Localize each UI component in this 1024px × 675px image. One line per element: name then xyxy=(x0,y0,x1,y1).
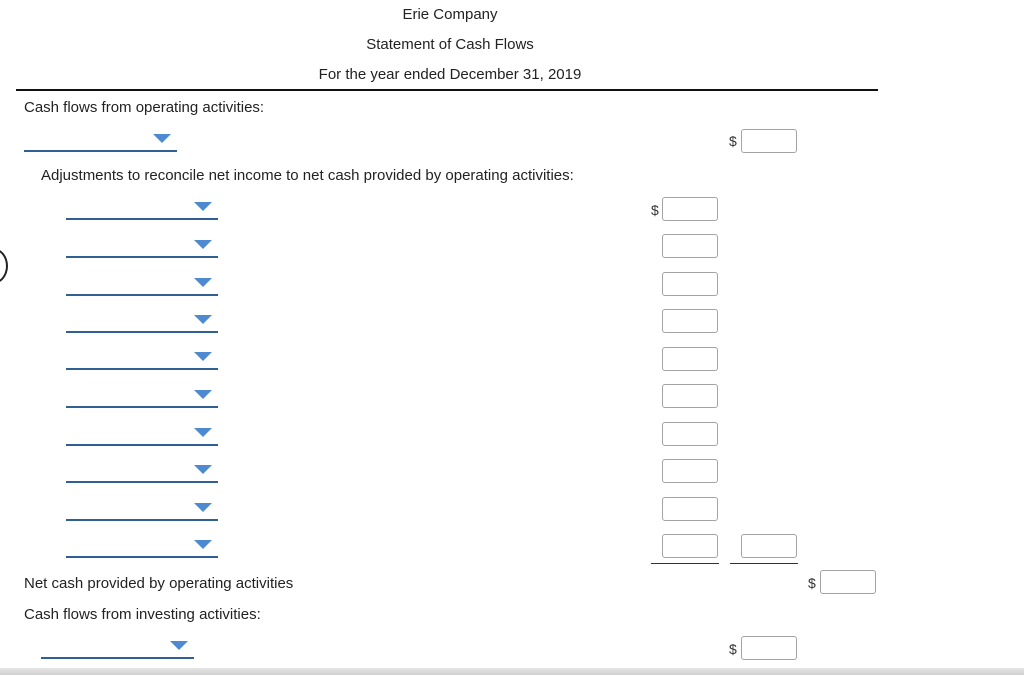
adjustment-select-3[interactable] xyxy=(66,272,218,296)
adjustment-amount-input-7[interactable] xyxy=(662,422,718,446)
net-income-amount-input[interactable] xyxy=(741,129,797,153)
net-cash-currency: $ xyxy=(808,575,816,591)
adjustment-amount-input-4[interactable] xyxy=(662,309,718,333)
adjustment-amount-input-2[interactable] xyxy=(662,234,718,258)
chevron-down-icon xyxy=(194,202,212,211)
investing-amount-input-1[interactable] xyxy=(741,636,797,660)
chevron-down-icon xyxy=(194,540,212,549)
adjustment-select-9[interactable] xyxy=(66,497,218,521)
adjustment-select-5[interactable] xyxy=(66,346,218,370)
operating-section-label: Cash flows from operating activities: xyxy=(24,99,265,116)
adjustment-select-4[interactable] xyxy=(66,309,218,333)
adjustments-sum-rule xyxy=(651,563,719,564)
chevron-down-icon xyxy=(194,428,212,437)
adjustments-total-input[interactable] xyxy=(741,534,797,558)
adjustment-amount-input-1[interactable] xyxy=(662,197,718,221)
adjustment-amount-input-8[interactable] xyxy=(662,459,718,483)
adjustment-amount-input-3[interactable] xyxy=(662,272,718,296)
investing-section-label: Cash flows from investing activities: xyxy=(24,606,261,623)
chevron-down-icon xyxy=(194,390,212,399)
chevron-down-icon xyxy=(194,278,212,287)
chevron-down-icon xyxy=(194,315,212,324)
net-cash-operating-label: Net cash provided by operating activities xyxy=(24,575,294,592)
net-cash-operating-input[interactable] xyxy=(820,570,876,594)
adjustment-currency-1: $ xyxy=(651,202,659,218)
net-income-select[interactable] xyxy=(24,128,177,152)
statement-title: Statement of Cash Flows xyxy=(366,36,534,53)
edge-circle-decoration xyxy=(0,248,8,284)
adjustment-select-7[interactable] xyxy=(66,422,218,446)
header-divider xyxy=(16,89,878,91)
adjustment-select-8[interactable] xyxy=(66,459,218,483)
adjustment-select-6[interactable] xyxy=(66,384,218,408)
chevron-down-icon xyxy=(194,465,212,474)
adjustment-select-2[interactable] xyxy=(66,234,218,258)
adjustment-select-10[interactable] xyxy=(66,534,218,558)
adjustments-label: Adjustments to reconcile net income to net cash provided by operating activities: xyxy=(41,167,574,184)
net-income-currency: $ xyxy=(729,133,737,149)
chevron-down-icon xyxy=(153,134,171,143)
subtotal-sum-rule xyxy=(730,563,798,564)
chevron-down-icon xyxy=(194,240,212,249)
chevron-down-icon xyxy=(170,641,188,650)
adjustment-amount-input-5[interactable] xyxy=(662,347,718,371)
investing-select-1[interactable] xyxy=(41,635,194,659)
adjustment-amount-input-6[interactable] xyxy=(662,384,718,408)
adjustment-amount-input-10[interactable] xyxy=(662,534,718,558)
chevron-down-icon xyxy=(194,352,212,361)
adjustment-amount-input-9[interactable] xyxy=(662,497,718,521)
investing-currency-1: $ xyxy=(729,641,737,657)
viewport-bottom-edge xyxy=(0,668,1024,675)
adjustment-select-1[interactable] xyxy=(66,196,218,220)
statement-period: For the year ended December 31, 2019 xyxy=(318,66,582,83)
chevron-down-icon xyxy=(194,503,212,512)
company-name: Erie Company xyxy=(402,6,498,23)
